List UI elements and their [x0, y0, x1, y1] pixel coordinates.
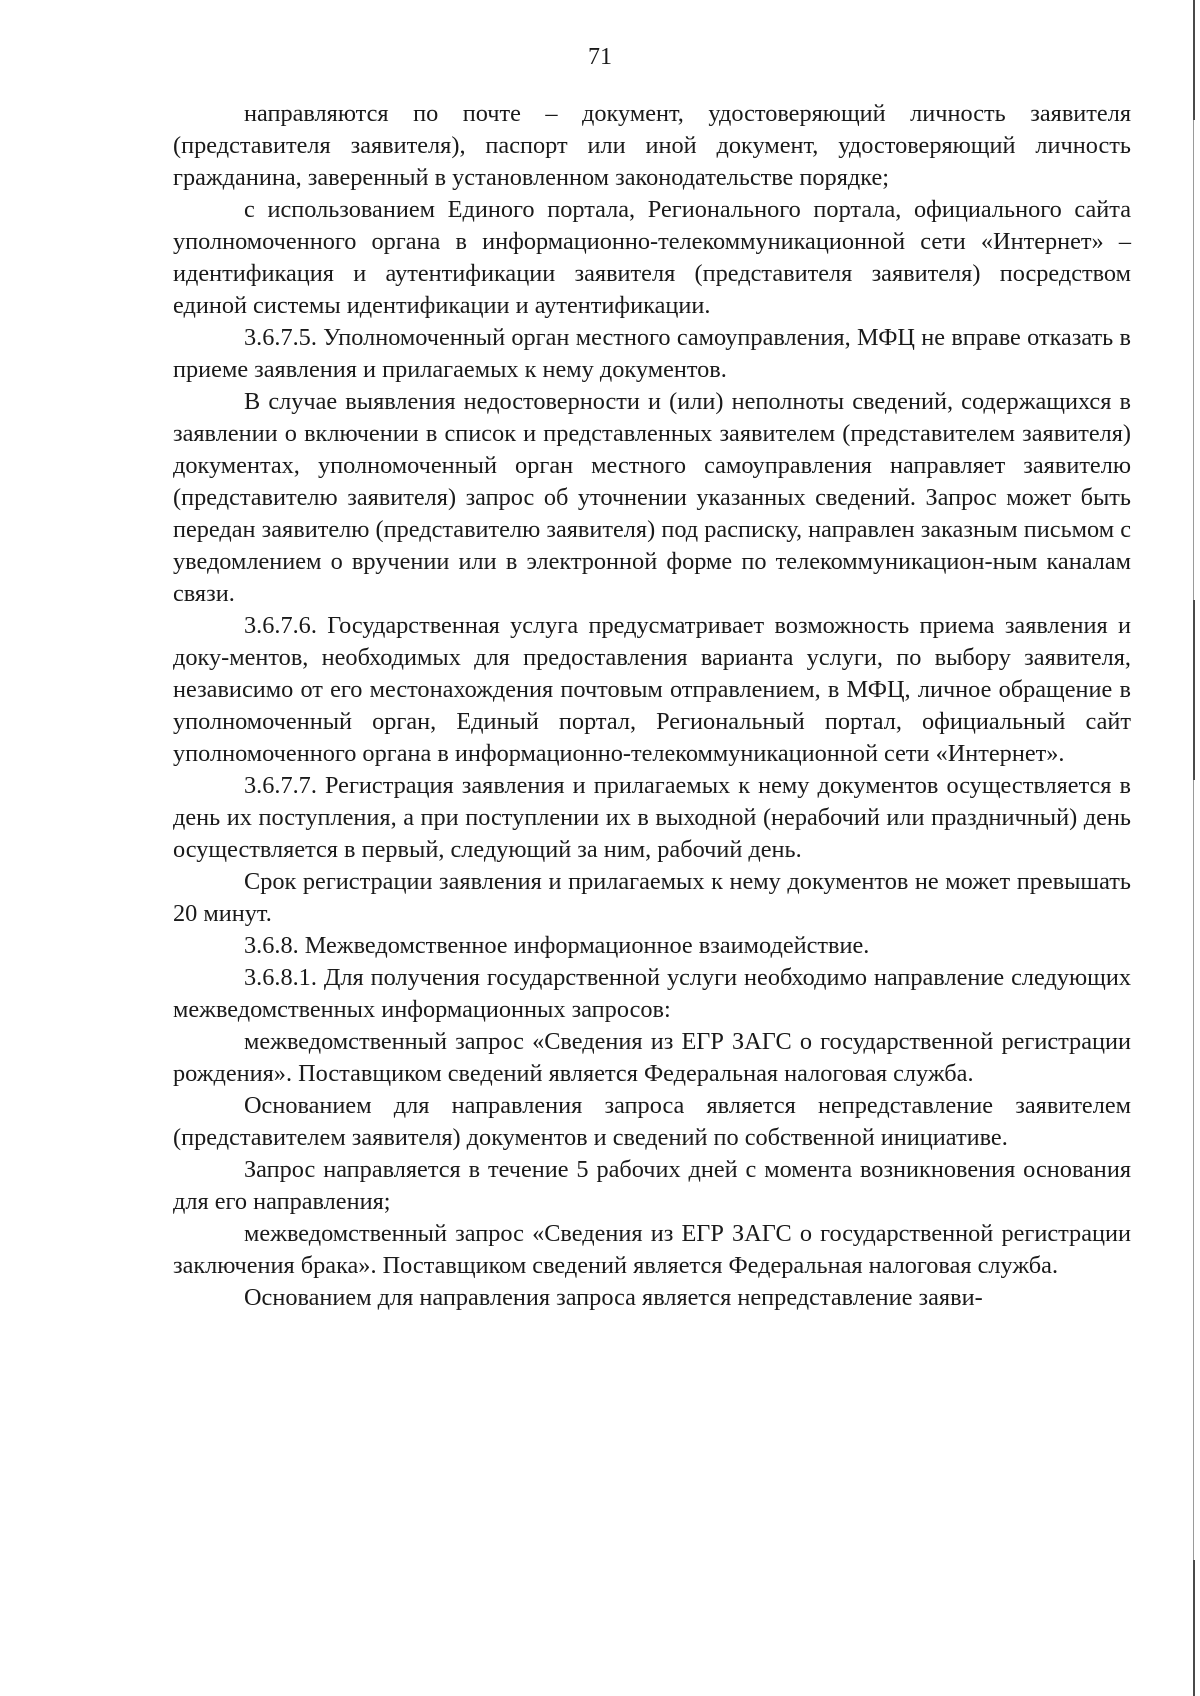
paragraph-portal-identification: с использованием Единого портала, Регионального портала, официального сайта уполномоченного органа в информационно-телекоммуникационной сети «Интернет» – идентификация и аутентификации заявителя (представителя заявителя) посредством единой системы идентификации и аутентификации. [173, 196, 1131, 319]
paragraph-inaccuracy-request: В случае выявления недостоверности и (или) неполноты сведений, содержащихся в заявлении о включении в список и представленных заявителем (представителем заявителя) документах, уполномоченный орган местного самоуправления направляет заявителю (представителю заявителя) запрос об уточнении указанных сведений. Запрос может быть передан заявителю (представителю заявителя) под расписку, направлен заказным письмом с уведомлением о вручении или в электронной форме по телекоммуникацион-ным каналам связи. [173, 388, 1131, 607]
paragraph-3-6-7-5: 3.6.7.5. Уполномоченный орган местного самоуправления, МФЦ не вправе отказать в приеме заявления и прилагаемых к нему документов. [173, 324, 1131, 383]
scan-edge-mark [1193, 0, 1195, 120]
scan-edge-mark [1193, 1560, 1195, 1696]
paragraph-3-6-7-6: 3.6.7.6. Государственная услуга предусматривает возможность приема заявления и доку-ментов, необходимых для предоставления варианта услуги, по выбору заявителя, независимо от его местонахождения почтовым отправлением, в МФЦ, личное обращение в уполномоченный орган, Единый портал, Региональный портал, официальный сайт уполномоченного органа в информационно-телекоммуникационной сети «Интернет». [173, 612, 1131, 767]
paragraph-3-6-8: 3.6.8. Межведомственное информационное взаимодействие. [244, 932, 870, 959]
scan-edge-mark [1193, 600, 1195, 780]
paragraph-request-marriage-registration: межведомственный запрос «Сведения из ЕГР ЗАГС о государственной регистрации заключения брака». Поставщиком сведений является Федеральная налоговая служба. [173, 1220, 1131, 1279]
paragraph-3-6-7-7: 3.6.7.7. Регистрация заявления и прилагаемых к нему документов осуществляется в день их поступления, а при поступлении их в выходной (нерабочий или праздничный) день осуществляется в первый, следующий за ним, рабочий день. [173, 772, 1131, 863]
paragraph-registration-term: Срок регистрации заявления и прилагаемых к нему документов не может превышать 20 минут. [173, 868, 1131, 927]
paragraph-postal-documents: направляются по почте – документ, удостоверяющий личность заявителя (представителя заявителя), паспорт или иной документ, удостоверяющий личность гражданина, заверенный в установленном законодательстве порядке; [173, 100, 1131, 191]
scan-edge-line [1193, 0, 1194, 1696]
paragraph-request-basis-2: Основанием для направления запроса является непредставление заяви- [244, 1284, 983, 1311]
paragraph-request-basis-1: Основанием для направления запроса является непредставление заявителем (представителем заявителя) документов и сведений по собственной инициативе. [173, 1092, 1131, 1151]
page-number: 71 [588, 44, 612, 70]
document-body [173, 98, 1131, 1314]
paragraph-request-birth-registration: межведомственный запрос «Сведения из ЕГР ЗАГС о государственной регистрации рождения». Поставщиком сведений является Федеральная налоговая служба. [173, 1028, 1131, 1087]
paragraph-3-6-8-1: 3.6.8.1. Для получения государственной услуги необходимо направление следующих межведомственных информационных запросов: [173, 964, 1131, 1023]
paragraph-request-timing: Запрос направляется в течение 5 рабочих дней с момента возникновения основания для его направления; [173, 1156, 1131, 1215]
